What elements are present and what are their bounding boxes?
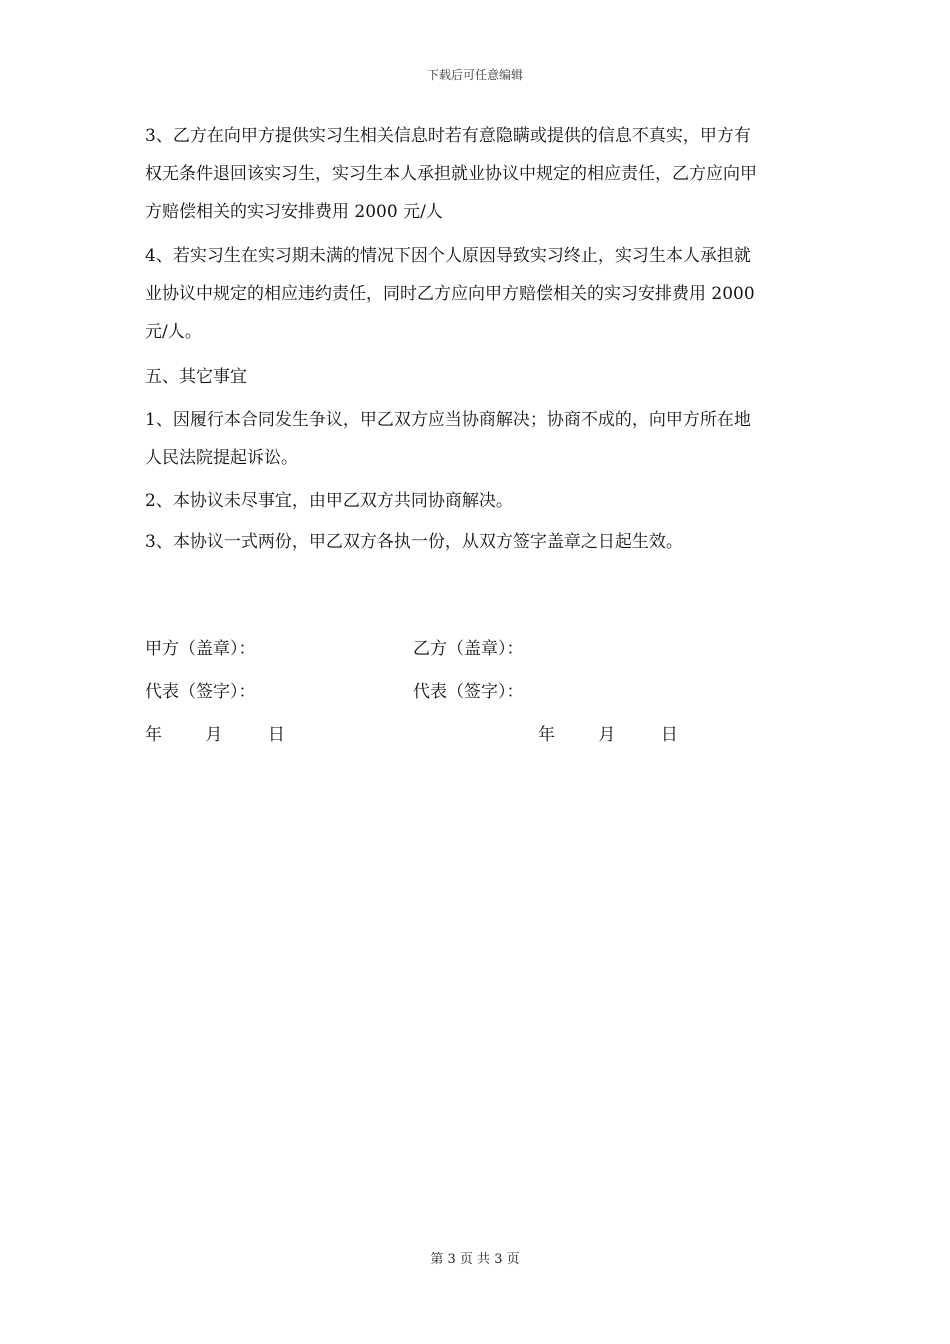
page-footer: 第 3 页 共 3 页 bbox=[430, 1252, 520, 1267]
page-header: 下载后可任意编辑 bbox=[426, 68, 523, 82]
clause-3-line-3: 方赔偿相关的实习安排费用 2000 元/人 bbox=[145, 202, 443, 222]
party-b-rep-label: 代表（签字）： bbox=[413, 682, 524, 702]
party-a-seal-label: 甲方（盖章）： bbox=[145, 639, 256, 659]
clause-3-line-1: 3、乙方在向甲方提供实习生相关信息时若有意隐瞒或提供的信息不真实，甲方有 bbox=[145, 126, 751, 146]
clause-5-1-line-2: 人民法院提起诉讼。 bbox=[145, 448, 298, 468]
clause-4-line-1: 4、若实习生在实习期未满的情况下因个人原因导致实习终止，实习生本人承担就 bbox=[145, 246, 751, 266]
clause-3-line-2: 权无条件退回该实习生，实习生本人承担就业协议中规定的相应责任，乙方应向甲 bbox=[145, 164, 757, 184]
document-body bbox=[145, 124, 835, 554]
clause-5-2: 2、本协议未尽事宜，由甲乙双方共同协商解决。 bbox=[145, 491, 513, 511]
party-a-year: 年 bbox=[145, 725, 162, 745]
clause-5-1-line-1: 1、因履行本合同发生争议，甲乙双方应当协商解决；协商不成的，向甲方所在地 bbox=[145, 410, 751, 430]
party-b-day: 日 bbox=[660, 725, 678, 745]
party-b-seal-label: 乙方（盖章）： bbox=[413, 639, 524, 659]
party-b-month: 月 bbox=[598, 725, 616, 745]
party-a-month: 月 bbox=[205, 725, 223, 745]
clause-4-line-2: 业协议中规定的相应违约责任，同时乙方应向甲方赔偿相关的实习安排费用 2000 bbox=[145, 284, 755, 304]
section-5-heading: 五、其它事宜 bbox=[145, 367, 247, 387]
party-a-date bbox=[145, 723, 285, 747]
party-a-day: 日 bbox=[267, 725, 285, 745]
party-b-year: 年 bbox=[538, 725, 555, 745]
clause-5-3: 3、本协议一式两份，甲乙双方各执一份，从双方签字盖章之日起生效。 bbox=[145, 532, 683, 552]
clause-4-line-3: 元/人。 bbox=[145, 322, 202, 342]
party-b-date bbox=[538, 723, 678, 747]
party-a-rep-label: 代表（签字）： bbox=[145, 682, 256, 702]
